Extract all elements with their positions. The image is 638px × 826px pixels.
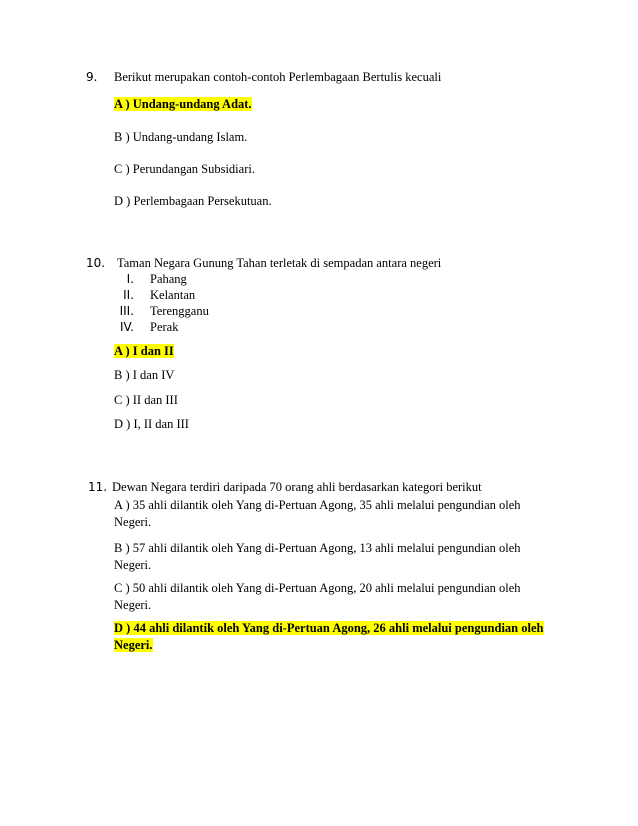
option-b: B ) Undang-undang Islam. [114, 130, 248, 144]
question-number: 11. [88, 480, 108, 494]
option-b: B ) I dan IV [114, 368, 175, 382]
sub-item-label: Kelantan [150, 288, 196, 302]
question-number: 9. [86, 70, 98, 84]
option-d: D ) Perlembagaan Persekutuan. [114, 194, 272, 208]
option-text: A ) Undang-undang Adat. [114, 97, 252, 111]
option-a-answer [114, 343, 174, 360]
option-d: D ) I, II dan III [114, 417, 189, 431]
sub-item-label: Perak [150, 320, 179, 334]
option-d-answer [114, 620, 554, 654]
option-a: A ) 35 ahli dilantik oleh Yang di-Pertuan Agong, 35 ahli melalui pengundian oleh Negeri. [114, 498, 521, 529]
sub-item-label: Terengganu [150, 304, 209, 318]
roman-numeral: III. [119, 304, 134, 318]
question-stem: Taman Negara Gunung Tahan terletak di sempadan antara negeri [117, 256, 442, 270]
question-stem: Berikut merupakan contoh-contoh Perlembagaan Bertulis kecuali [114, 70, 442, 84]
roman-numeral: II. [123, 288, 134, 302]
option-c: C ) 50 ahli dilantik oleh Yang di-Pertuan Agong, 20 ahli melalui pengundian oleh Negeri. [114, 581, 521, 612]
option-b: B ) 57 ahli dilantik oleh Yang di-Pertuan Agong, 13 ahli melalui pengundian oleh Negeri. [114, 541, 521, 572]
roman-numeral: IV. [119, 320, 134, 334]
roman-numeral: I. [126, 272, 134, 286]
option-c: C ) Perundangan Subsidiari. [114, 162, 255, 176]
question-number: 10. [86, 256, 106, 270]
option-text: D ) 44 ahli dilantik oleh Yang di-Pertuan Agong, 26 ahli melalui pengundian oleh Negeri. [114, 621, 544, 652]
option-text: A ) I dan II [114, 344, 174, 358]
sub-item-label: Pahang [150, 272, 187, 286]
option-a-answer [114, 96, 252, 113]
option-c: C ) II dan III [114, 393, 178, 407]
question-stem: Dewan Negara terdiri daripada 70 orang ahli berdasarkan kategori berikut [112, 480, 482, 494]
